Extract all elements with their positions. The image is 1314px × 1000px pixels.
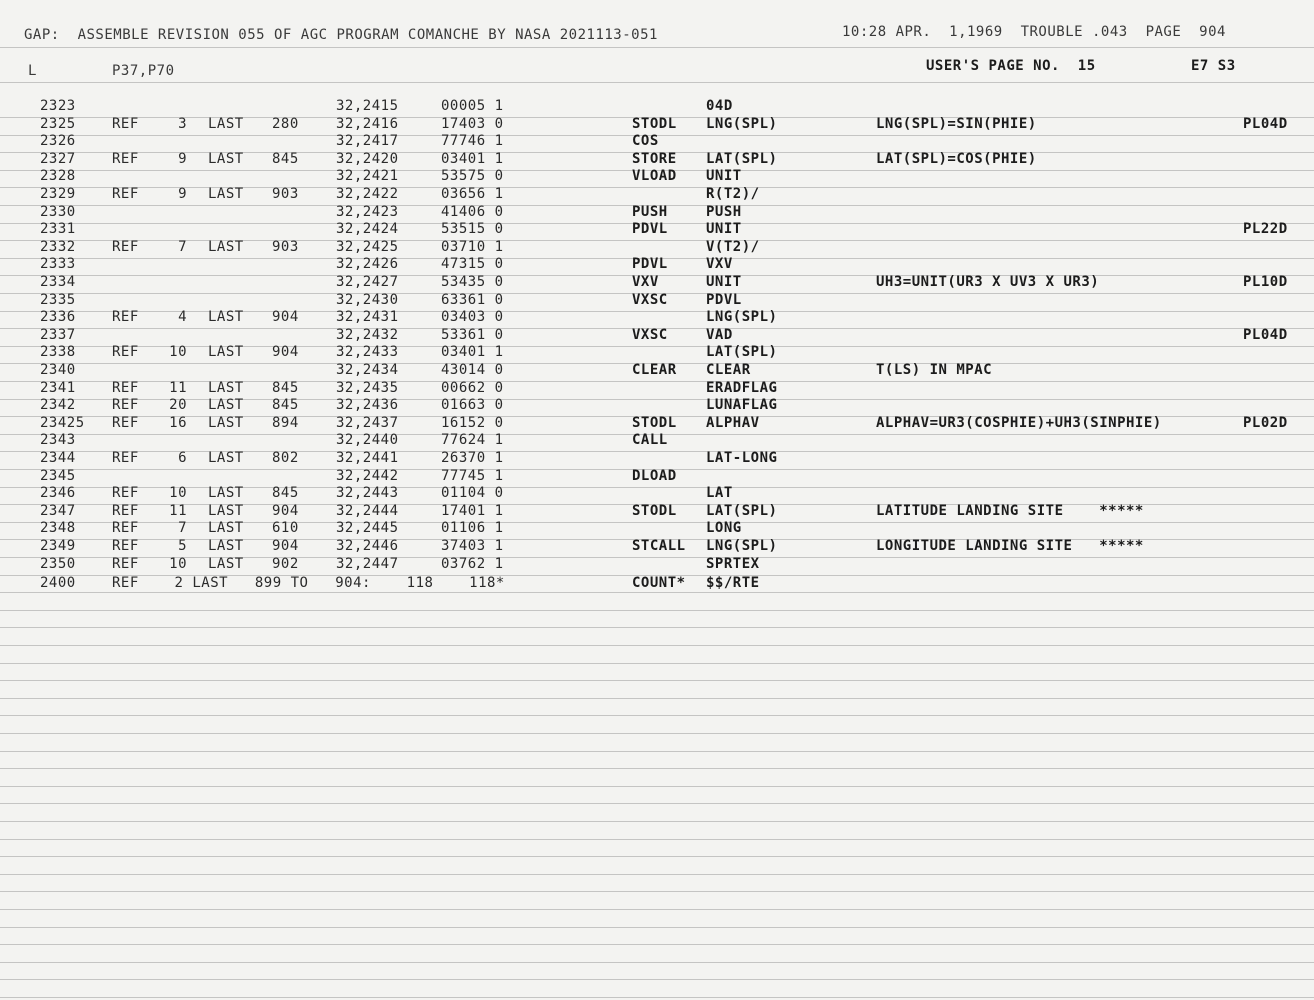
ref-count: 10 bbox=[169, 555, 187, 572]
comment: LONGITUDE LANDING SITE ***** bbox=[876, 538, 1144, 554]
operand: UNIT bbox=[706, 274, 742, 290]
count-row bbox=[0, 575, 1314, 593]
address: 32,2426 bbox=[336, 256, 399, 273]
pushdown-tag: PL02D bbox=[1243, 414, 1288, 431]
last-page: 904 bbox=[272, 538, 299, 554]
listing-row bbox=[0, 503, 1314, 521]
last-label: LAST bbox=[208, 520, 244, 537]
address: 32,2415 bbox=[336, 98, 399, 114]
listing-row bbox=[0, 239, 1314, 257]
octal-word: 03710 1 bbox=[441, 238, 504, 255]
octal-word: 77746 1 bbox=[441, 133, 504, 150]
ref-label: REF bbox=[112, 150, 139, 167]
opcode: STODL bbox=[632, 115, 677, 132]
line-number: 2334 bbox=[40, 274, 76, 290]
address: 32,2440 bbox=[336, 432, 399, 449]
address: 32,2431 bbox=[336, 309, 399, 326]
last-label: LAST bbox=[208, 238, 244, 255]
opcode: STODL bbox=[632, 502, 677, 519]
operand: CLEAR bbox=[706, 362, 751, 378]
last-page: 845 bbox=[272, 485, 299, 502]
ref-label: REF bbox=[112, 485, 139, 502]
octal-word: 03656 1 bbox=[441, 186, 504, 202]
listing-row bbox=[0, 485, 1314, 503]
ruled-line bbox=[0, 680, 1314, 681]
listing-row bbox=[0, 168, 1314, 186]
octal-word: 37403 1 bbox=[441, 538, 504, 554]
ruled-line bbox=[0, 768, 1314, 769]
opcode: VXSC bbox=[632, 291, 668, 308]
user-page-number: USER'S PAGE NO. 15 bbox=[926, 58, 1096, 74]
octal-word: 01663 0 bbox=[441, 397, 504, 414]
operand: ERADFLAG bbox=[706, 379, 778, 396]
opcode: PDVL bbox=[632, 256, 668, 273]
last-label: LAST bbox=[208, 414, 244, 431]
last-label: LAST bbox=[208, 555, 244, 572]
last-page: 845 bbox=[272, 379, 299, 396]
ruled-line bbox=[0, 627, 1314, 628]
ref-count: 6 bbox=[178, 450, 187, 466]
ruled-line bbox=[0, 962, 1314, 963]
last-label: LAST bbox=[208, 150, 244, 167]
octal-word: 03401 1 bbox=[441, 150, 504, 167]
ref-count: 20 bbox=[169, 397, 187, 414]
operand: LAT bbox=[706, 485, 733, 502]
octal-word: 17401 1 bbox=[441, 502, 504, 519]
last-page: 280 bbox=[272, 115, 299, 132]
address: 32,2430 bbox=[336, 291, 399, 308]
octal-word: 03762 1 bbox=[441, 555, 504, 572]
octal-word: 41406 0 bbox=[441, 203, 504, 220]
operand: SPRTEX bbox=[706, 555, 760, 572]
last-label: LAST bbox=[208, 450, 244, 466]
octal-word: 53575 0 bbox=[441, 168, 504, 185]
ruled-line bbox=[0, 47, 1314, 48]
octal-word: 47315 0 bbox=[441, 256, 504, 273]
line-number: 2337 bbox=[40, 326, 76, 343]
octal-word: 53515 0 bbox=[441, 221, 504, 238]
ref-count: 11 bbox=[169, 379, 187, 396]
line-number: 2329 bbox=[40, 186, 76, 202]
ruled-line bbox=[0, 909, 1314, 910]
line-number: 23425 bbox=[40, 414, 85, 431]
last-label: LAST bbox=[208, 397, 244, 414]
octal-word: 77624 1 bbox=[441, 432, 504, 449]
line-number: 2347 bbox=[40, 502, 76, 519]
listing-row bbox=[0, 397, 1314, 415]
ruled-line bbox=[0, 645, 1314, 646]
octal-word: 53361 0 bbox=[441, 326, 504, 343]
ruled-line bbox=[0, 997, 1314, 998]
line-number: 2325 bbox=[40, 115, 76, 132]
listing-row bbox=[0, 151, 1314, 169]
ref-label: REF bbox=[112, 397, 139, 414]
address: 32,2435 bbox=[336, 379, 399, 396]
last-page: 845 bbox=[272, 397, 299, 414]
ref-count: 4 bbox=[178, 309, 187, 326]
listing-row bbox=[0, 133, 1314, 151]
ruled-line bbox=[0, 733, 1314, 734]
operand: LONG bbox=[706, 520, 742, 537]
ref-count: 16 bbox=[169, 414, 187, 431]
operand: LAT(SPL) bbox=[706, 344, 778, 361]
operand: LNG(SPL) bbox=[706, 115, 778, 132]
listing-row bbox=[0, 292, 1314, 310]
line-number: 2349 bbox=[40, 538, 76, 554]
ref-count: 7 bbox=[178, 238, 187, 255]
operand: PUSH bbox=[706, 203, 742, 220]
address: 32,2434 bbox=[336, 362, 399, 378]
last-page: 802 bbox=[272, 450, 299, 466]
address: 32,2447 bbox=[336, 555, 399, 572]
line-number: 2348 bbox=[40, 520, 76, 537]
operand: LNG(SPL) bbox=[706, 309, 778, 326]
octal-word: 03403 0 bbox=[441, 309, 504, 326]
ref-label: REF bbox=[112, 502, 139, 519]
ref-label: REF bbox=[112, 115, 139, 132]
line-number: 2345 bbox=[40, 467, 76, 484]
ref-label: REF bbox=[112, 555, 139, 572]
operand: UNIT bbox=[706, 168, 742, 185]
ref-count: 10 bbox=[169, 485, 187, 502]
listing-row bbox=[0, 415, 1314, 433]
ruled-line bbox=[0, 944, 1314, 945]
octal-word: 53435 0 bbox=[441, 274, 504, 290]
operand: VXV bbox=[706, 256, 733, 273]
ref-count: 11 bbox=[169, 502, 187, 519]
ref-label: REF bbox=[112, 379, 139, 396]
opcode: DLOAD bbox=[632, 467, 677, 484]
line-number: 2342 bbox=[40, 397, 76, 414]
address: 32,2436 bbox=[336, 397, 399, 414]
listing-row bbox=[0, 309, 1314, 327]
address: 32,2417 bbox=[336, 133, 399, 150]
opcode: CALL bbox=[632, 432, 668, 449]
page-code: E7 S3 bbox=[1191, 58, 1236, 74]
comment: LATITUDE LANDING SITE ***** bbox=[876, 502, 1144, 519]
last-label: LAST bbox=[208, 344, 244, 361]
ruled-line bbox=[0, 698, 1314, 699]
listing-row bbox=[0, 204, 1314, 222]
ref-label: REF bbox=[112, 538, 139, 554]
operand: VAD bbox=[706, 326, 733, 343]
octal-word: 03401 1 bbox=[441, 344, 504, 361]
ruled-line bbox=[0, 979, 1314, 980]
address: 32,2416 bbox=[336, 115, 399, 132]
address: 32,2420 bbox=[336, 150, 399, 167]
ref-count: 5 bbox=[178, 538, 187, 554]
line-number: 2330 bbox=[40, 203, 76, 220]
last-label: LAST bbox=[208, 485, 244, 502]
last-page: 904 bbox=[272, 344, 299, 361]
opcode: VXV bbox=[632, 274, 659, 290]
octal-word: 00005 1 bbox=[441, 98, 504, 114]
line-number: 2333 bbox=[40, 256, 76, 273]
ref-label: REF bbox=[112, 238, 139, 255]
operand: R(T2)/ bbox=[706, 186, 760, 202]
last-page: 610 bbox=[272, 520, 299, 537]
address: 32,2432 bbox=[336, 326, 399, 343]
address: 32,2437 bbox=[336, 414, 399, 431]
ref-label: REF bbox=[112, 520, 139, 537]
ruled-line bbox=[0, 751, 1314, 752]
line-number: 2346 bbox=[40, 485, 76, 502]
address: 32,2433 bbox=[336, 344, 399, 361]
address: 32,2446 bbox=[336, 538, 399, 554]
ruled-line bbox=[0, 803, 1314, 804]
line-number: 2338 bbox=[40, 344, 76, 361]
listing-row bbox=[0, 468, 1314, 486]
address: 32,2421 bbox=[336, 168, 399, 185]
ref-count: 9 bbox=[178, 186, 187, 202]
ruled-line bbox=[0, 786, 1314, 787]
ruled-line bbox=[0, 821, 1314, 822]
octal-word: 63361 0 bbox=[441, 291, 504, 308]
address: 32,2427 bbox=[336, 274, 399, 290]
ruled-line bbox=[0, 839, 1314, 840]
last-label: LAST bbox=[208, 309, 244, 326]
count-operand: $$/RTE bbox=[706, 575, 760, 591]
operand: LAT(SPL) bbox=[706, 150, 778, 167]
last-page: 904 bbox=[272, 309, 299, 326]
line-number: 2328 bbox=[40, 168, 76, 185]
ref-label: REF bbox=[112, 309, 139, 326]
operand: LUNAFLAG bbox=[706, 397, 778, 414]
operand: V(T2)/ bbox=[706, 238, 760, 255]
listing-row bbox=[0, 327, 1314, 345]
last-page: 845 bbox=[272, 150, 299, 167]
octal-word: 26370 1 bbox=[441, 450, 504, 466]
line-number: 2332 bbox=[40, 238, 76, 255]
listing-row bbox=[0, 432, 1314, 450]
count-line-number: 2400 bbox=[40, 575, 76, 591]
address: 32,2445 bbox=[336, 520, 399, 537]
line-number: 2336 bbox=[40, 309, 76, 326]
listing-row bbox=[0, 556, 1314, 574]
ref-label: REF bbox=[112, 344, 139, 361]
opcode: PDVL bbox=[632, 221, 668, 238]
last-page: 904 bbox=[272, 502, 299, 519]
address: 32,2422 bbox=[336, 186, 399, 202]
opcode: VLOAD bbox=[632, 168, 677, 185]
opcode: STORE bbox=[632, 150, 677, 167]
ruled-line bbox=[0, 610, 1314, 611]
line-number: 2326 bbox=[40, 133, 76, 150]
last-page: 903 bbox=[272, 186, 299, 202]
subheader-code: L bbox=[28, 63, 37, 79]
line-number: 2343 bbox=[40, 432, 76, 449]
comment: UH3=UNIT(UR3 X UV3 X UR3) bbox=[876, 274, 1100, 290]
ref-label: REF bbox=[112, 450, 139, 466]
line-number: 2331 bbox=[40, 221, 76, 238]
listing-row bbox=[0, 520, 1314, 538]
last-label: LAST bbox=[208, 379, 244, 396]
ref-label: REF bbox=[112, 414, 139, 431]
last-page: 903 bbox=[272, 238, 299, 255]
pushdown-tag: PL04D bbox=[1243, 115, 1288, 132]
comment: LNG(SPL)=SIN(PHIE) bbox=[876, 115, 1037, 132]
octal-word: 01104 0 bbox=[441, 485, 504, 502]
operand: LAT(SPL) bbox=[706, 502, 778, 519]
comment: T(LS) IN MPAC bbox=[876, 362, 993, 378]
address: 32,2443 bbox=[336, 485, 399, 502]
last-label: LAST bbox=[208, 115, 244, 132]
line-number: 2335 bbox=[40, 291, 76, 308]
listing-row bbox=[0, 538, 1314, 556]
address: 32,2441 bbox=[336, 450, 399, 466]
address: 32,2424 bbox=[336, 221, 399, 238]
line-number: 2344 bbox=[40, 450, 76, 466]
operand: ALPHAV bbox=[706, 414, 760, 431]
octal-word: 77745 1 bbox=[441, 467, 504, 484]
ref-label: REF bbox=[112, 186, 139, 202]
comment: ALPHAV=UR3(COSPHIE)+UH3(SINPHIE) bbox=[876, 414, 1162, 431]
listing-row bbox=[0, 450, 1314, 468]
last-page: 894 bbox=[272, 414, 299, 431]
listing-row bbox=[0, 256, 1314, 274]
operand: PDVL bbox=[706, 291, 742, 308]
octal-word: 01106 1 bbox=[441, 520, 504, 537]
ruled-line bbox=[0, 856, 1314, 857]
opcode: COS bbox=[632, 133, 659, 150]
listing-row bbox=[0, 380, 1314, 398]
subheader-title: P37,P70 bbox=[112, 63, 175, 79]
last-label: LAST bbox=[208, 186, 244, 202]
ruled-line bbox=[0, 891, 1314, 892]
opcode: PUSH bbox=[632, 203, 668, 220]
ruled-line bbox=[0, 715, 1314, 716]
line-number: 2327 bbox=[40, 150, 76, 167]
address: 32,2442 bbox=[336, 467, 399, 484]
ruled-line bbox=[0, 82, 1314, 83]
listing-row bbox=[0, 221, 1314, 239]
opcode: STCALL bbox=[632, 538, 686, 554]
octal-word: 16152 0 bbox=[441, 414, 504, 431]
ref-count: 9 bbox=[178, 150, 187, 167]
opcode: CLEAR bbox=[632, 362, 677, 378]
line-number: 2341 bbox=[40, 379, 76, 396]
ruled-line bbox=[0, 663, 1314, 664]
octal-word: 17403 0 bbox=[441, 115, 504, 132]
operand: UNIT bbox=[706, 221, 742, 238]
operand: 04D bbox=[706, 98, 733, 114]
address: 32,2444 bbox=[336, 502, 399, 519]
count-opcode: COUNT* bbox=[632, 575, 686, 591]
last-label: LAST bbox=[208, 538, 244, 554]
listing-row bbox=[0, 116, 1314, 134]
address: 32,2425 bbox=[336, 238, 399, 255]
octal-word: 00662 0 bbox=[441, 379, 504, 396]
count-summary: REF 2 LAST 899 TO 904: 118 118* bbox=[112, 575, 505, 591]
last-page: 902 bbox=[272, 555, 299, 572]
listing-row bbox=[0, 344, 1314, 362]
operand: LNG(SPL) bbox=[706, 538, 778, 554]
operand: LAT-LONG bbox=[706, 450, 778, 466]
line-number: 2323 bbox=[40, 98, 76, 114]
opcode: STODL bbox=[632, 414, 677, 431]
header-date-page: 10:28 APR. 1,1969 TROUBLE .043 PAGE 904 bbox=[842, 24, 1226, 40]
ref-count: 10 bbox=[169, 344, 187, 361]
ruled-line bbox=[0, 927, 1314, 928]
pushdown-tag: PL22D bbox=[1243, 221, 1288, 238]
line-number: 2340 bbox=[40, 362, 76, 378]
line-number: 2350 bbox=[40, 555, 76, 572]
ruled-line bbox=[0, 874, 1314, 875]
address: 32,2423 bbox=[336, 203, 399, 220]
pushdown-tag: PL10D bbox=[1243, 274, 1288, 290]
listing-row bbox=[0, 98, 1314, 116]
ref-count: 7 bbox=[178, 520, 187, 537]
comment: LAT(SPL)=COS(PHIE) bbox=[876, 150, 1037, 167]
listing-row bbox=[0, 186, 1314, 204]
pushdown-tag: PL04D bbox=[1243, 326, 1288, 343]
last-label: LAST bbox=[208, 502, 244, 519]
listing-row bbox=[0, 274, 1314, 292]
listing-row bbox=[0, 362, 1314, 380]
octal-word: 43014 0 bbox=[441, 362, 504, 378]
ref-count: 3 bbox=[178, 115, 187, 132]
opcode: VXSC bbox=[632, 326, 668, 343]
header-title: GAP: ASSEMBLE REVISION 055 OF AGC PROGRAM COMANCHE BY NASA 2021113-051 bbox=[24, 27, 658, 43]
